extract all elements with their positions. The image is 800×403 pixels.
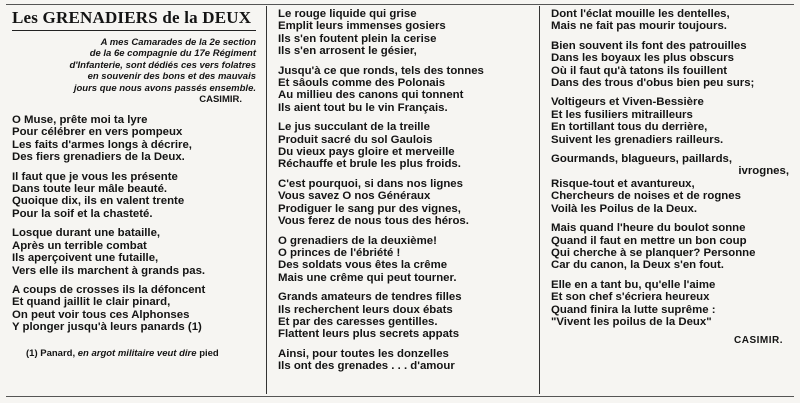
verse-line: O princes de l'ébriété ! bbox=[278, 246, 401, 259]
stanza bbox=[551, 222, 795, 272]
verse-line: Dans toute leur mâle beauté. bbox=[12, 183, 168, 196]
verse-line: Pour célébrer en vers pompeux bbox=[12, 126, 183, 139]
footnote-marker: (1) Panard, bbox=[26, 347, 76, 359]
verse-line: Prodiguer le sang pur des vignes, bbox=[278, 202, 461, 215]
stanza bbox=[551, 96, 795, 146]
dedication-line: d'Infanterie, sont dédiés ces vers folatres bbox=[69, 59, 256, 71]
verse-line: Vers elle ils marchent à grands pas. bbox=[12, 264, 206, 277]
verse-line: Vous savez O nos Généraux bbox=[278, 190, 431, 203]
verse-line: Ils aperçoivent une futaille, bbox=[12, 252, 159, 265]
verse-line: Qui cherche à se planquer? Personne bbox=[551, 246, 756, 259]
verse-line: On peut voir tous ces Alphonses bbox=[12, 308, 190, 321]
verse-line: O Muse, prête moi ta lyre bbox=[12, 114, 148, 127]
stanza bbox=[551, 279, 795, 329]
verse-line: Car du canon, la Deux s'en fout. bbox=[551, 259, 724, 272]
verse-line: ivrognes, bbox=[738, 165, 789, 178]
verse-line: Bien souvent ils font des patrouilles bbox=[551, 39, 747, 52]
verse-line: Mais une crême qui peut tourner. bbox=[278, 271, 457, 284]
dedication-line: jours que nous avons passés ensemble. bbox=[73, 82, 256, 94]
verse-line: Pour la soif et la chasteté. bbox=[12, 207, 153, 220]
author-signature: CASIMIR. bbox=[734, 335, 783, 347]
footnote bbox=[12, 348, 256, 359]
verse-line: Réchauffe et brule les plus froids. bbox=[278, 158, 461, 171]
stanza bbox=[12, 171, 256, 221]
footnote-text: en argot militaire veut dire bbox=[77, 347, 197, 359]
top-rule bbox=[6, 4, 794, 5]
stanza-list bbox=[551, 8, 795, 328]
verse-line: Voilà les Poilus de la Deux. bbox=[551, 202, 698, 215]
stanza bbox=[278, 178, 524, 228]
verse-line: Et les fusiliers mitrailleurs bbox=[551, 108, 693, 121]
stanza bbox=[12, 284, 256, 334]
verse-line: Losque durant une bataille, bbox=[12, 227, 161, 240]
verse-line: Du vieux pays gloire et merveille bbox=[278, 146, 455, 159]
verse-line: Et par des caresses gentilles. bbox=[278, 315, 438, 328]
stanza bbox=[278, 348, 524, 373]
column-divider-2 bbox=[539, 6, 540, 394]
poem-title: Les GRENADIERS de la DEUX bbox=[12, 8, 256, 31]
verse-line: Gourmands, blagueurs, paillards, bbox=[551, 153, 733, 166]
poem-column-1 bbox=[12, 8, 256, 359]
stanza-list bbox=[12, 114, 256, 334]
stanza bbox=[12, 114, 256, 164]
verse-line: Ils ont des grenades . . . d'amour bbox=[278, 360, 455, 373]
verse-line: Ils recherchent leurs doux ébats bbox=[278, 303, 453, 316]
stanza bbox=[278, 121, 524, 171]
verse-line: Ils aient tout bu le vin Français. bbox=[278, 101, 448, 114]
verse-line: Ainsi, pour toutes les donzelles bbox=[278, 347, 449, 360]
verse-line: Ils s'en foutent plein la cerise bbox=[278, 32, 437, 45]
verse-line: Voltigeurs et Viven-Bessière bbox=[551, 96, 704, 109]
verse-line: Y plonger jusqu'à leurs panards (1) bbox=[12, 321, 202, 334]
verse-line: Le rouge liquide qui grise bbox=[278, 8, 417, 20]
stanza bbox=[278, 291, 524, 341]
verse-line: Ils s'en arrosent le gésier, bbox=[278, 45, 417, 58]
column-divider-1 bbox=[266, 6, 267, 394]
footnote-word: pied bbox=[199, 347, 219, 359]
verse-line: Mais quand l'heure du boulot sonne bbox=[551, 222, 746, 235]
verse-line: Dont l'éclat mouille les dentelles, bbox=[551, 8, 730, 20]
verse-line: Produit sacré du sol Gaulois bbox=[278, 133, 433, 146]
verse-line: Flattent leurs plus secrets appats bbox=[278, 328, 460, 341]
verse-line: Quand finira la lutte suprême : bbox=[551, 303, 716, 316]
verse-line: Des fiers grenadiers de la Deux. bbox=[12, 151, 185, 164]
dedication-signature: CASIMIR. bbox=[199, 94, 242, 106]
verse-line: Le jus succulant de la treille bbox=[278, 121, 430, 134]
verse-line: Il faut que je vous les présente bbox=[12, 170, 178, 183]
verse-line: Les faits d'armes longs à décrire, bbox=[12, 138, 192, 151]
verse-line: Où il faut qu'à tatons ils fouillent bbox=[551, 64, 728, 77]
verse-line: Suivent les grenadiers railleurs. bbox=[551, 133, 724, 146]
stanza bbox=[551, 8, 795, 33]
stanza-list bbox=[278, 8, 524, 373]
poem-column-3 bbox=[551, 8, 795, 346]
verse-line: A coups de crosses ils la défoncent bbox=[12, 283, 206, 296]
verse-line: Après un terrible combat bbox=[12, 239, 147, 252]
verse-line: Quoique dix, ils en valent trente bbox=[12, 195, 185, 208]
verse-line: Au millieu des canons qui tonnent bbox=[278, 89, 464, 102]
dedication-line: en souvenir des bons et des mauvais bbox=[87, 71, 256, 83]
verse-line: "Vivent les poilus de la Deux" bbox=[551, 315, 712, 328]
stanza bbox=[12, 227, 256, 277]
verse-line: Emplit leurs immenses gosiers bbox=[278, 20, 446, 33]
stanza bbox=[551, 153, 795, 215]
verse-line: Et sâouls comme des Polonais bbox=[278, 77, 446, 90]
verse-line: Jusqu'à ce que ronds, tels des tonnes bbox=[278, 64, 484, 77]
stanza bbox=[551, 40, 795, 90]
stanza bbox=[278, 235, 524, 285]
dedication-line: A mes Camarades de la 2e section bbox=[100, 37, 256, 48]
stanza bbox=[278, 8, 524, 58]
verse-line: O grenadiers de la deuxième! bbox=[278, 234, 437, 247]
verse-line: Et quand jaillit le clair pinard, bbox=[12, 296, 171, 309]
verse-line: Et son chef s'écriera heureux bbox=[551, 291, 710, 304]
verse-line: Vous ferez de nous tous des héros. bbox=[278, 215, 469, 228]
verse-line: C'est pourquoi, si dans nos lignes bbox=[278, 177, 463, 190]
stanza bbox=[278, 65, 524, 115]
verse-line: Dans les boyaux les plus obscurs bbox=[551, 52, 734, 65]
dedication bbox=[12, 37, 256, 94]
dedication-line: de la 6e compagnie du 17e Régiment bbox=[89, 48, 256, 60]
poem-column-2 bbox=[278, 8, 524, 380]
verse-line: Mais ne fait pas mourir toujours. bbox=[551, 20, 727, 33]
verse-line: En tortillant tous du derrière, bbox=[551, 121, 708, 134]
verse-line: Chercheurs de noises et de rognes bbox=[551, 190, 741, 203]
verse-line: Des soldats vous êtes la crême bbox=[278, 259, 448, 272]
bottom-rule bbox=[6, 396, 794, 397]
verse-line: Elle en a tant bu, qu'elle l'aime bbox=[551, 278, 716, 291]
verse-line: Risque-tout et avantureux, bbox=[551, 177, 695, 190]
verse-line: Dans des trous d'obus bien peu surs; bbox=[551, 77, 755, 90]
verse-line: Quand il faut en mettre un bon coup bbox=[551, 234, 747, 247]
verse-line: Grands amateurs de tendres filles bbox=[278, 291, 462, 304]
